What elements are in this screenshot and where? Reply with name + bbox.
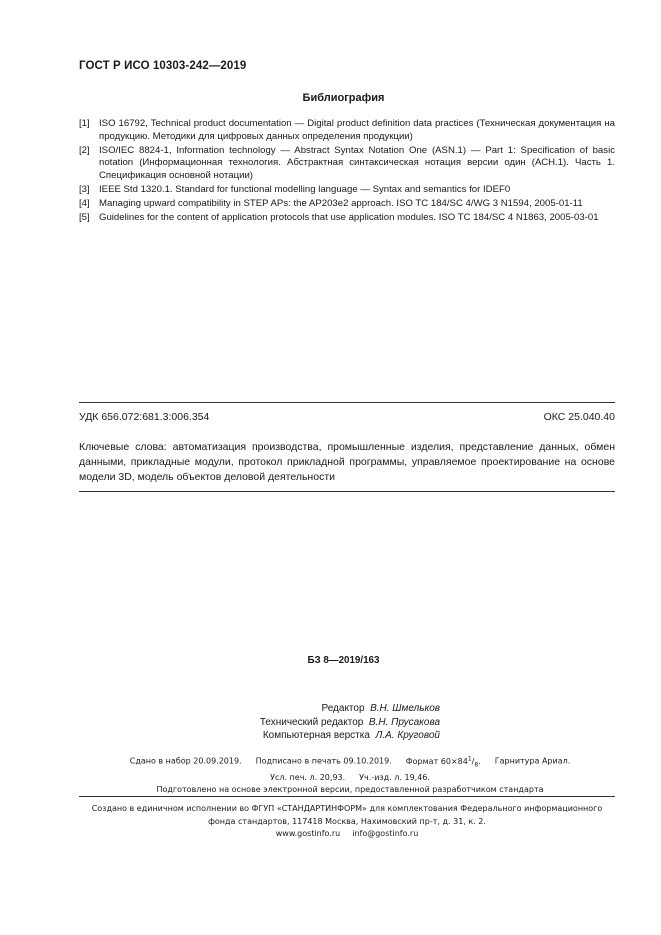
reference-number: [2] — [79, 144, 90, 156]
bibliography-item — [79, 212, 615, 225]
reference-text: Managing upward compatibility in STEP APs: the AP203e2 approach. ISO TC 184/SC 4/WG 3 N1594, 2005-01-11 — [99, 198, 583, 210]
publication-info — [110, 753, 590, 797]
bibliography-title: Библиография — [302, 92, 385, 104]
reference-number: [4] — [79, 198, 90, 210]
staff-row — [200, 729, 440, 743]
staff-role: Технический редактор — [259, 716, 364, 728]
reference-text: IEEE Std 1320.1. Standard for functional modelling language — Syntax and semantics for IDEF0 — [99, 183, 511, 195]
reference-number: [5] — [79, 212, 90, 224]
typeset-date: Сдано в набор 20.09.2019. — [129, 756, 242, 766]
divider-top — [79, 402, 615, 403]
divider-footer — [79, 796, 615, 797]
email-link[interactable]: info@gostinfo.ru — [352, 829, 419, 838]
staff-credits — [200, 702, 440, 743]
staff-role: Компьютерная верстка — [262, 730, 370, 741]
bibliography-item — [79, 118, 615, 143]
bibliography-item — [79, 145, 615, 183]
reference-text: Guidelines for the content of application protocols that use application modules. ISO TC 184/SC 4 N1863, 2005-03-01 — [99, 212, 599, 224]
document-header: ГОСТ Р ИСО 10303-242—2019 — [79, 60, 247, 72]
reference-text: ISO/IEC 8824-1, Information technology — Abstract Syntax Notation One (ASN.1) — Part 1: Specification of basic notation (Информационная технология. Абстрактная синтаксическая нотация версии один (АСН.1). Часть 1. Спецификация основной нотации) — [99, 144, 615, 181]
reference-text: ISO 16792, Technical product documentation — Digital product definition data practices (Техническая документация на продукцию. Методики для цифровых данных определения продукции) — [99, 118, 615, 142]
reference-number: [1] — [79, 118, 90, 129]
keywords-paragraph: Ключевые слова: автоматизация производства, промышленные изделия, представление данных, обмен данными, прикладные модули, протокол прикладной программы, управляемое проектирование на основе модели 3D, модель объектов деловой деятельности — [79, 441, 615, 483]
udk-code: УДК 656.072:681.3:006.354 — [79, 411, 210, 423]
bz-number: БЗ 8—2019/163 — [307, 655, 380, 666]
divider-bottom — [79, 491, 615, 492]
prepared-note: Подготовлено на основе электронной версии, предоставленной разработчиком стандарта — [156, 785, 544, 795]
website-link[interactable]: www.gostinfo.ru — [275, 829, 341, 838]
paper-format: Формат $60\times 84^1/_8$. — [405, 755, 481, 769]
publisher-sheets: Уч.-изд. л. 19,46. — [359, 772, 430, 782]
staff-name: Л.А. Круговой — [375, 730, 440, 741]
staff-row — [200, 702, 440, 716]
publication-line — [110, 753, 590, 772]
staff-name: В.Н. Шмельков — [370, 703, 440, 714]
bibliography-item — [79, 184, 615, 197]
bibliography-item — [79, 198, 615, 211]
staff-name: В.Н. Прусакова — [368, 716, 440, 728]
staff-role: Редактор — [321, 703, 365, 714]
footer-line: Создано в единичном исполнении во ФГУП «СТАНДАРТИНФОРМ» для комплектования Федерального информационного — [91, 804, 603, 813]
bibliography-list — [79, 118, 615, 226]
publisher-footer — [79, 803, 615, 841]
print-sheets: Усл. печ. л. 20,93. — [270, 772, 346, 782]
reference-number: [3] — [79, 183, 90, 195]
footer-line: фонда стандартов, 117418 Москва, Нахимовский пр-т, д. 31, к. 2. — [208, 816, 486, 826]
staff-row — [200, 716, 440, 730]
oks-code: ОКС 25.040.40 — [543, 411, 615, 423]
typeface: Гарнитура Ариал. — [494, 756, 571, 766]
publication-line — [110, 772, 590, 785]
footer-contacts — [79, 828, 615, 841]
signed-date: Подписано в печать 09.10.2019. — [255, 756, 392, 766]
